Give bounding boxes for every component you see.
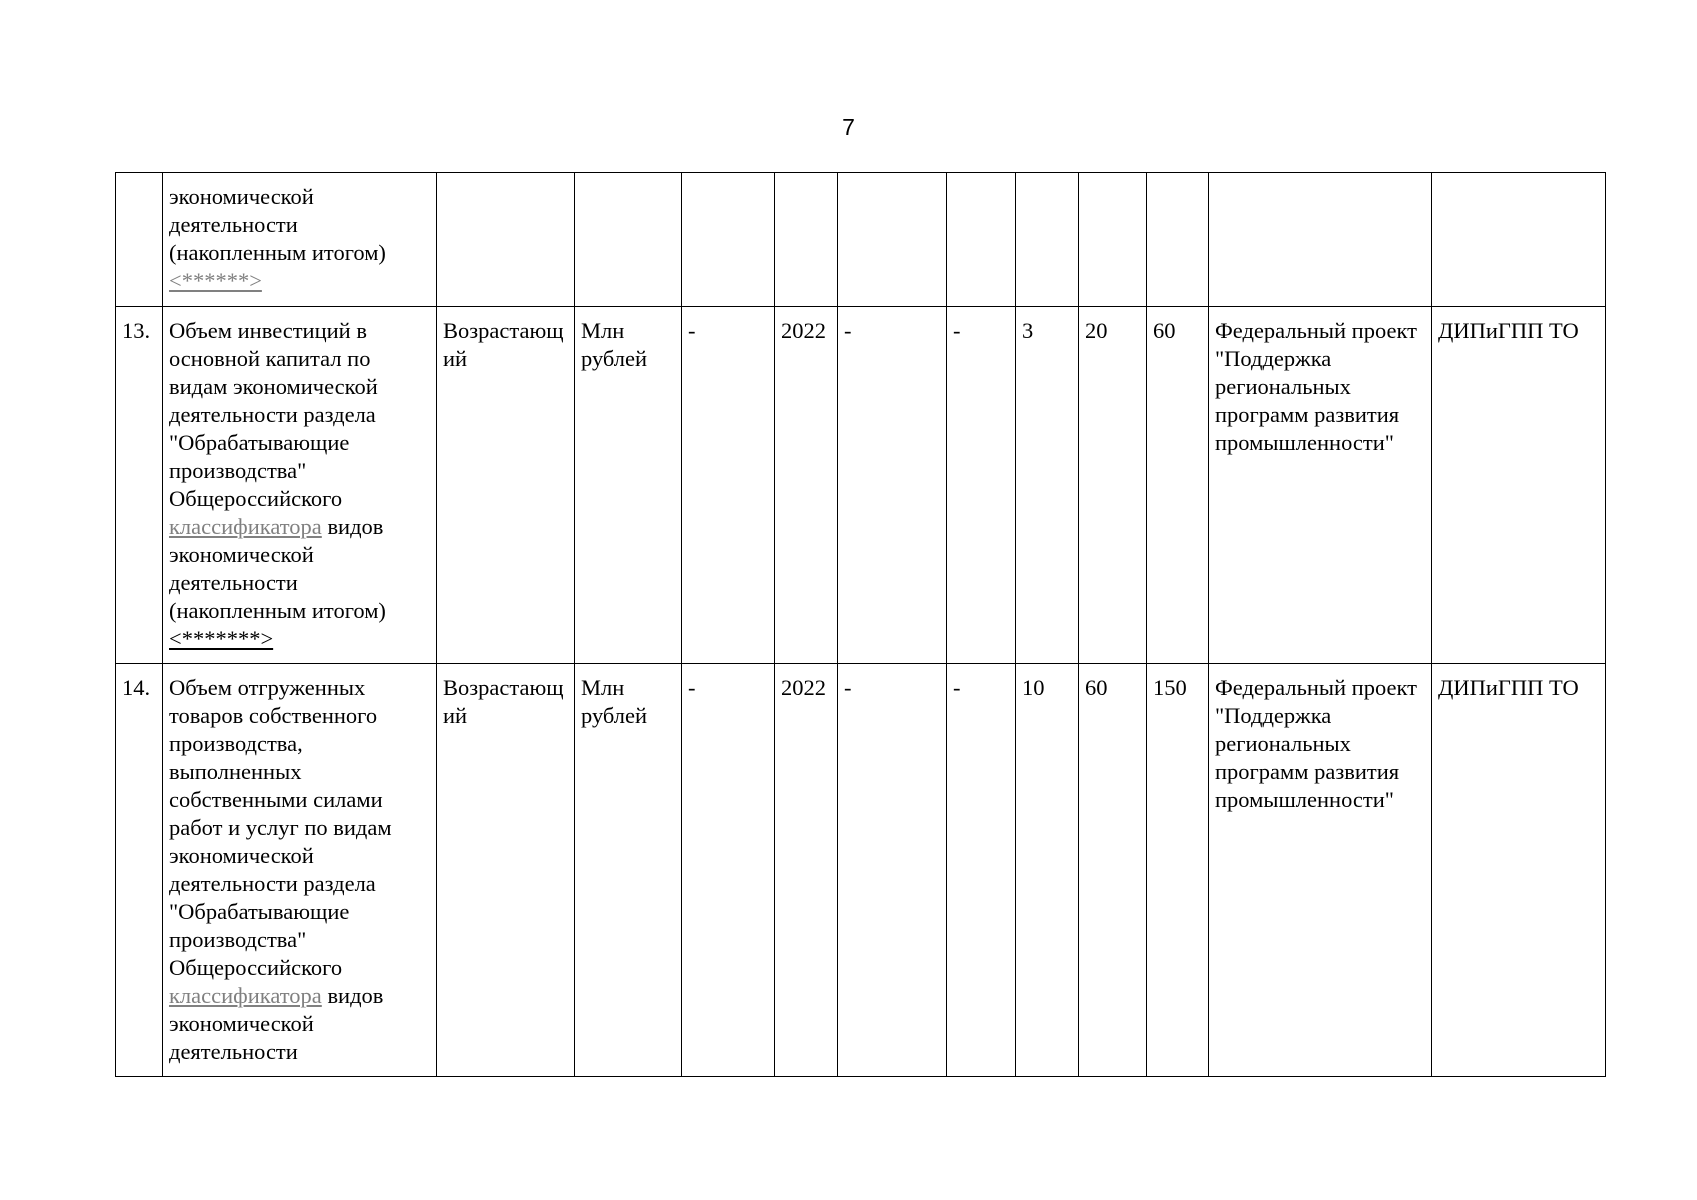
cell-indicator-name xyxy=(163,664,437,1077)
cell-value: 60 xyxy=(1079,664,1147,1077)
cell-project: Федеральный проект "Поддержка региональных программ развития промышленности" xyxy=(1209,664,1432,1077)
indicator-name-text: Объем отгруженных товаров собственного производства, выполненных собственными силами работ и услуг по видам экономической деятельности раздела "Обрабатывающие производства" Общероссийского xyxy=(169,675,392,980)
footnote-ref-link[interactable]: <******> xyxy=(169,268,262,293)
cell-value: 20 xyxy=(1079,307,1147,664)
cell-indicator-name xyxy=(163,173,437,307)
cell-type: Возрастающий xyxy=(437,664,575,1077)
table-row xyxy=(116,173,1606,307)
cell-base-value xyxy=(682,173,775,307)
footnote-ref-link[interactable]: <*******> xyxy=(169,626,274,651)
cell-value: 60 xyxy=(1147,307,1209,664)
classifier-link[interactable]: классификатора xyxy=(169,514,322,539)
page-number: 7 xyxy=(842,114,855,140)
cell-value: - xyxy=(838,307,947,664)
cell-number: 14. xyxy=(116,664,163,1077)
cell-value: 10 xyxy=(1016,664,1079,1077)
cell-responsible xyxy=(1432,173,1606,307)
cell-type xyxy=(437,173,575,307)
cell-indicator-name xyxy=(163,307,437,664)
cell-base-value: - xyxy=(682,664,775,1077)
cell-value xyxy=(1147,173,1209,307)
cell-base-value: - xyxy=(682,307,775,664)
indicator-name-text: Объем инвестиций в основной капитал по видам экономической деятельности раздела "Обрабатывающие производства" Общероссийского xyxy=(169,318,378,511)
cell-project: Федеральный проект "Поддержка региональных программ развития промышленности" xyxy=(1209,307,1432,664)
cell-value xyxy=(947,173,1016,307)
indicator-name-text: видов экономической деятельности xyxy=(169,983,384,1064)
cell-number xyxy=(116,173,163,307)
cell-type: Возрастающий xyxy=(437,307,575,664)
cell-value xyxy=(838,173,947,307)
cell-unit: Млн рублей xyxy=(575,664,682,1077)
cell-base-year xyxy=(775,173,838,307)
cell-value: - xyxy=(947,307,1016,664)
table-row xyxy=(116,307,1606,664)
table-row xyxy=(116,664,1606,1077)
cell-value: - xyxy=(838,664,947,1077)
cell-value xyxy=(1016,173,1079,307)
cell-base-year: 2022 xyxy=(775,664,838,1077)
cell-unit: Млн рублей xyxy=(575,307,682,664)
cell-base-year: 2022 xyxy=(775,307,838,664)
indicator-name-text: видов экономической деятельности (накопленным итогом) xyxy=(169,514,386,623)
cell-number: 13. xyxy=(116,307,163,664)
cell-value: 150 xyxy=(1147,664,1209,1077)
cell-value: - xyxy=(947,664,1016,1077)
indicator-name-text: экономической деятельности (накопленным итогом) xyxy=(169,184,386,265)
cell-unit xyxy=(575,173,682,307)
cell-responsible: ДИПиГПП ТО xyxy=(1432,307,1606,664)
classifier-link[interactable]: классификатора xyxy=(169,983,322,1008)
cell-responsible: ДИПиГПП ТО xyxy=(1432,664,1606,1077)
cell-value xyxy=(1079,173,1147,307)
indicators-table xyxy=(115,172,1606,1077)
cell-project xyxy=(1209,173,1432,307)
cell-value: 3 xyxy=(1016,307,1079,664)
